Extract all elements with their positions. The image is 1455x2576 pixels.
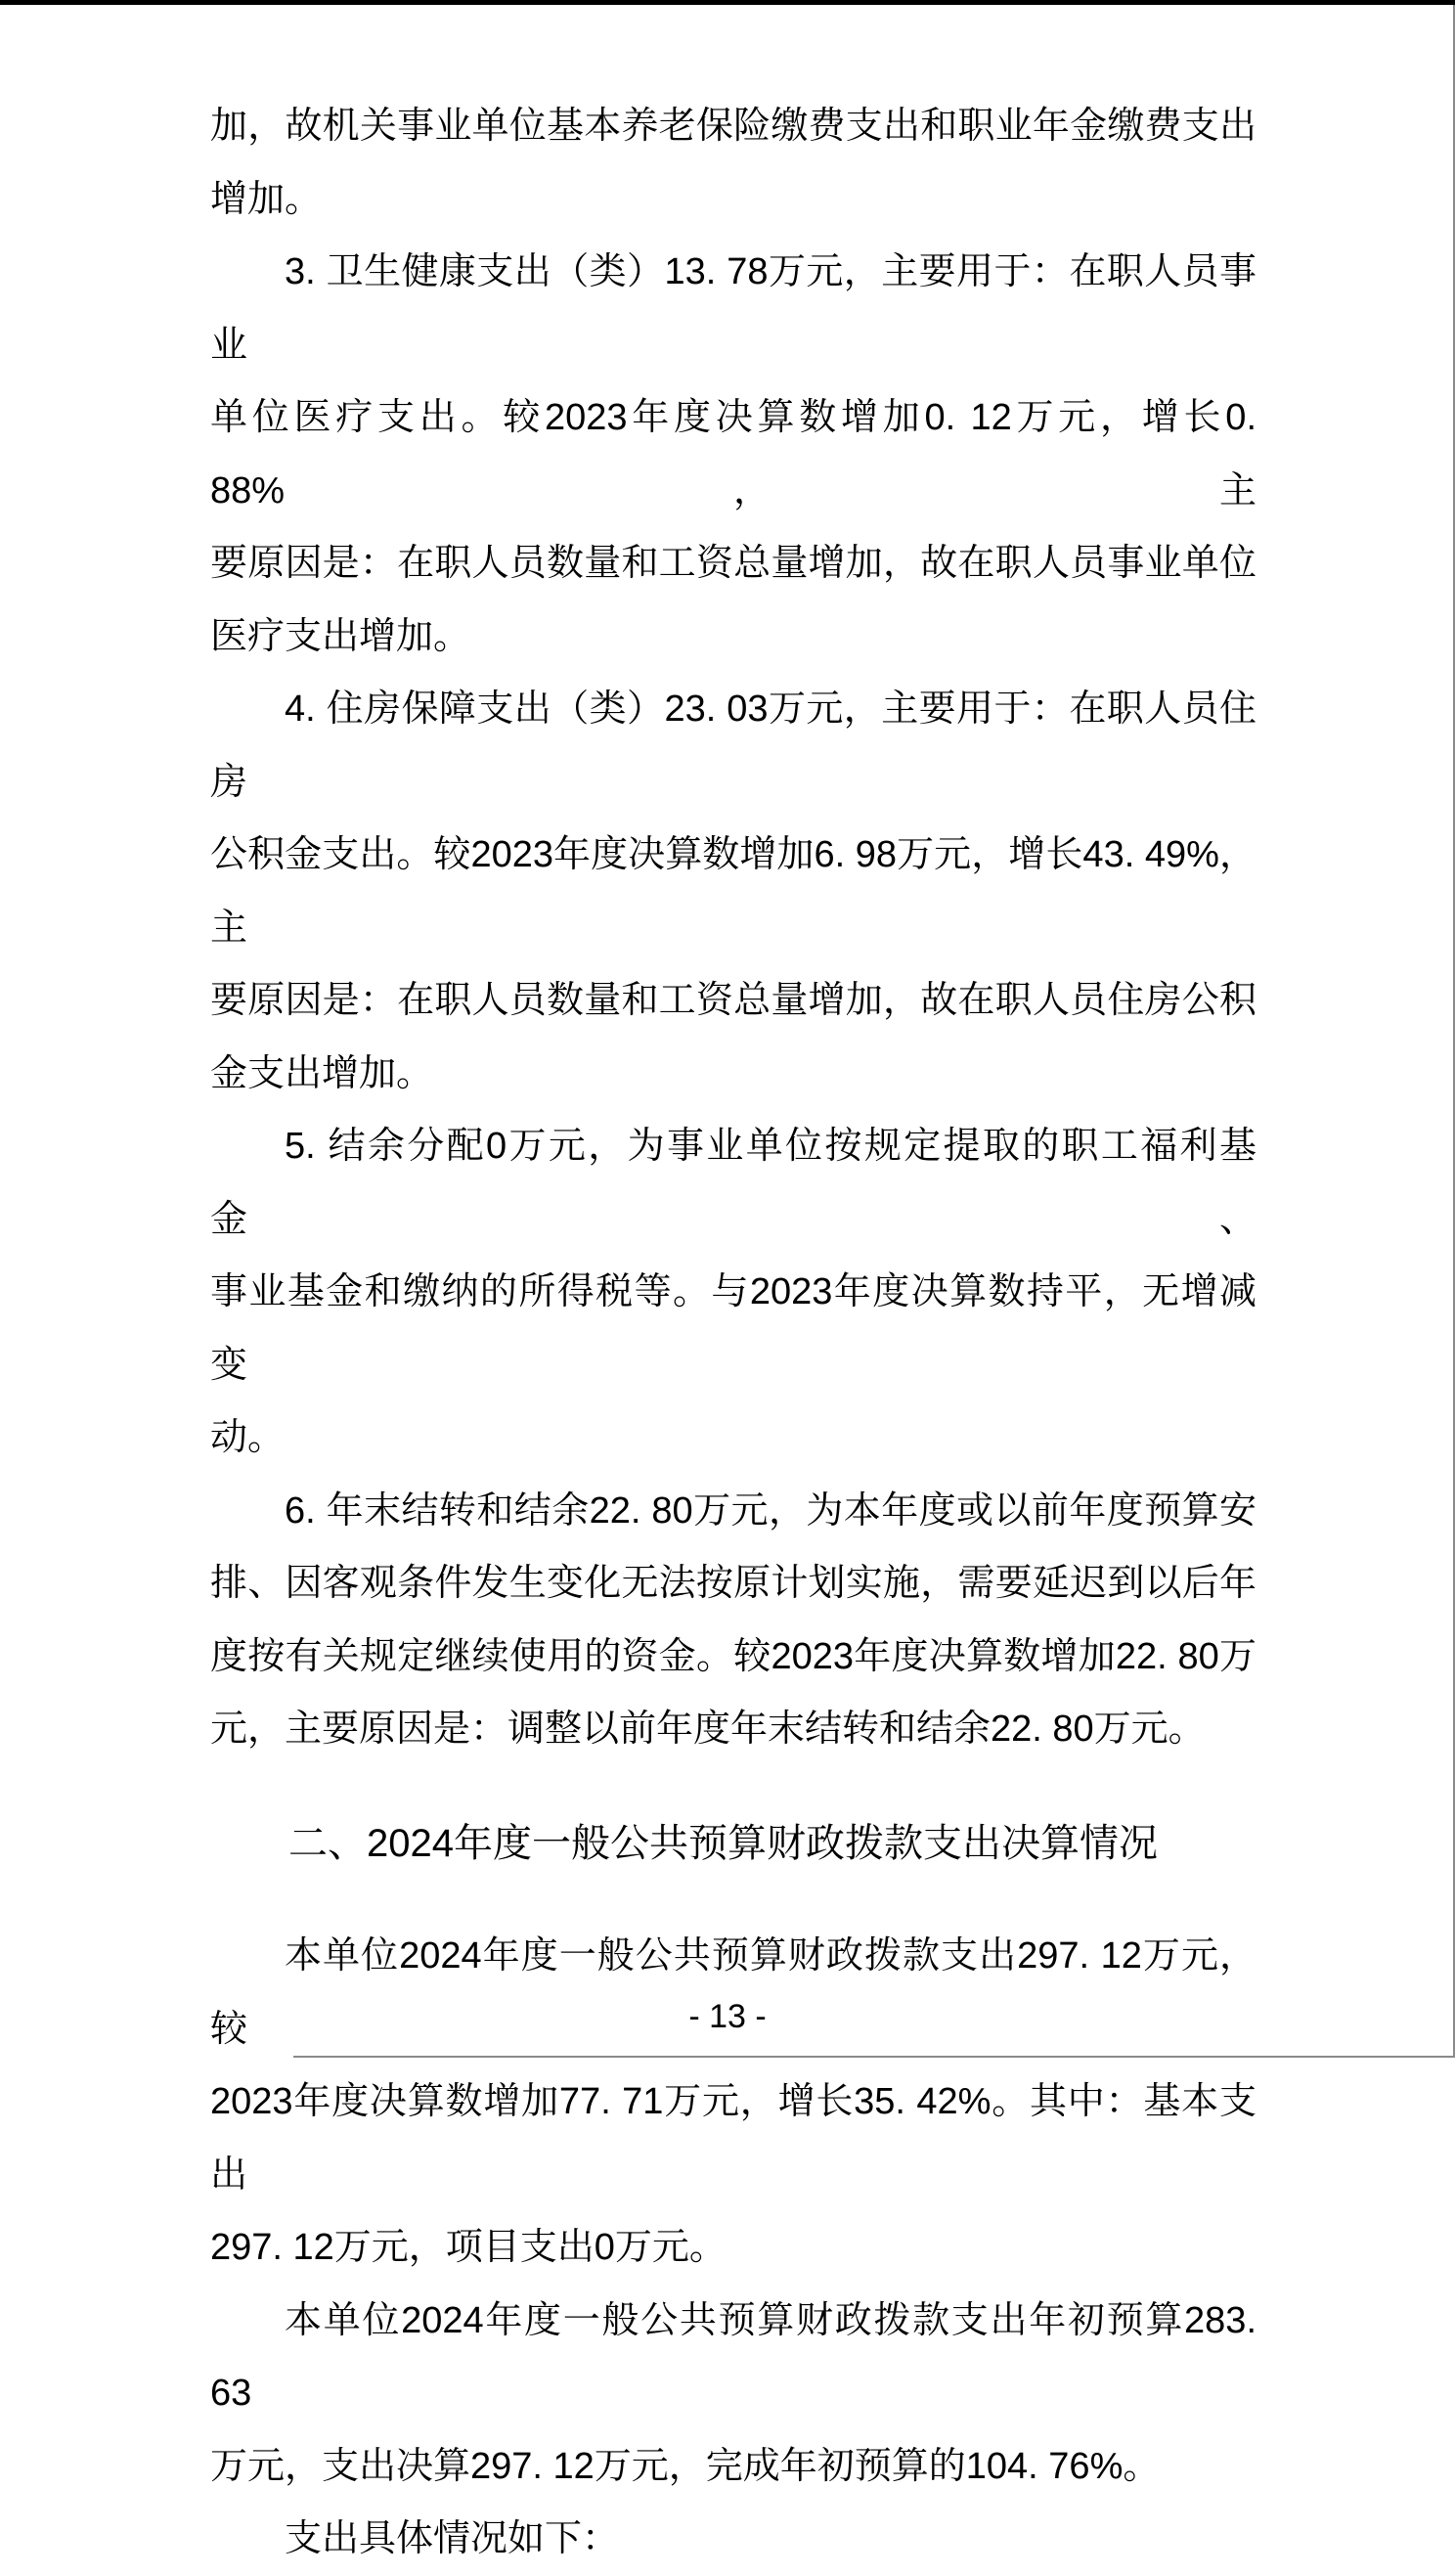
text-line: 万元，支出决算297. 12万元，完成年初预算的104. 76%。 [210, 2445, 1161, 2487]
text-line: 加，故机关事业单位基本养老保险缴费支出和职业年金缴费支出 [210, 106, 1257, 147]
text-line: 297. 12万元，项目支出0万元。 [210, 2227, 727, 2268]
text-line: 支出具体情况如下： [285, 2518, 620, 2559]
text-line: 动。 [210, 1417, 286, 1458]
text-line: 4. 住房保障支出（类）23. 03万元，主要用于：在职人员住房 [210, 688, 1257, 803]
text-line: 2023年度决算数增加77. 71万元，增长35. 42%。其中：基本支出 [210, 2081, 1257, 2196]
text-line: 单位医疗支出。较2023年度决算数增加0. 12万元，增长0. 88%，主 [210, 397, 1257, 511]
text-line: 公积金支出。较2023年度决算数增加6. 98万元，增长43. 49%，主 [210, 834, 1257, 949]
text-line: 6. 年末结转和结余22. 80万元，为本年度或以前年度预算安 [285, 1489, 1257, 1532]
text-line: 事业基金和缴纳的所得税等。与2023年度决算数持平，无增减变 [210, 1271, 1257, 1386]
text-line: 元，主要原因是：调整以前年度年末结转和结余22. 80万元。 [210, 1709, 1206, 1750]
text-line: 金支出增加。 [210, 1052, 434, 1094]
text-line: 医疗支出增加。 [210, 615, 471, 657]
text-line: 增加。 [210, 178, 323, 220]
text-line: 排、因客观条件发生变化无法按原计划实施，需要延迟到以后年 [210, 1563, 1257, 1604]
text-line: 本单位2024年度一般公共预算财政拨款支出297. 12万元，较 [210, 1935, 1257, 2050]
text-line: 3. 卫生健康支出（类）13. 78万元，主要用于：在职人员事业 [210, 251, 1257, 366]
page-top-border [0, 0, 1455, 5]
text-line: 5. 结余分配0万元，为事业单位按规定提取的职工福利基金、 [210, 1126, 1257, 1240]
text-line: 本单位2024年度一般公共预算财政拨款支出年初预算283. 63 [210, 2299, 1257, 2414]
section-heading: 二、2024年度一般公共预算财政拨款支出决算情况 [288, 1821, 1158, 1865]
document-body [210, 90, 1257, 2576]
text-line: 要原因是：在职人员数量和工资总量增加，故在职人员事业单位 [210, 543, 1257, 584]
text-line: 度按有关规定继续使用的资金。较2023年度决算数增加22. 80万 [210, 1635, 1257, 1677]
page-number: - 13 - [688, 1998, 767, 2035]
text-line: 要原因是：在职人员数量和工资总量增加，故在职人员住房公积 [210, 980, 1257, 1021]
